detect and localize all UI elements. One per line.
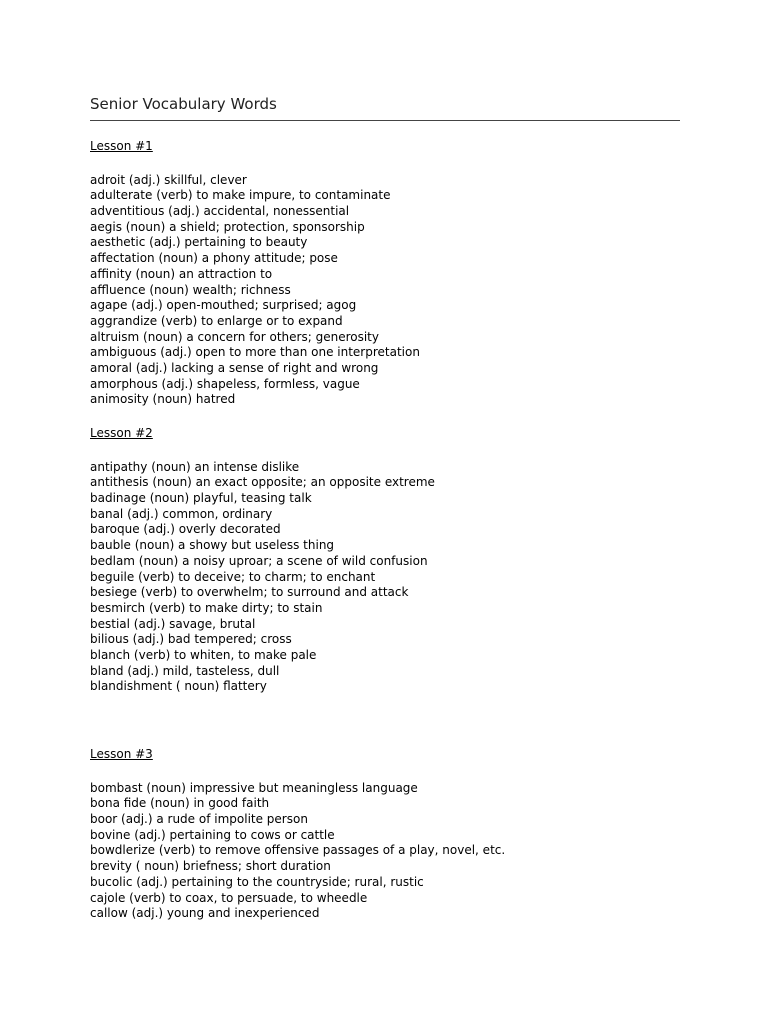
document-title: Senior Vocabulary Words <box>90 95 277 113</box>
vocabulary-entry: bilious (adj.) bad tempered; cross <box>90 632 292 647</box>
vocabulary-entry: affinity (noun) an attraction to <box>90 266 273 281</box>
vocabulary-entry: bland (adj.) mild, tasteless, dull <box>90 663 280 678</box>
vocabulary-entry: bowdlerize (verb) to remove offensive passages of a play, novel, etc. <box>90 843 506 858</box>
vocabulary-entry: beguile (verb) to deceive; to charm; to enchant <box>90 569 376 584</box>
vocabulary-entry: affectation (noun) a phony attitude; pose <box>90 251 338 266</box>
vocabulary-entry: bona fide (noun) in good faith <box>90 796 270 811</box>
vocabulary-entry: aegis (noun) a shield; protection, sponsorship <box>90 219 365 234</box>
vocabulary-entry: adulterate (verb) to make impure, to contaminate <box>90 188 391 203</box>
lesson-2-heading: Lesson #2 <box>90 426 153 440</box>
lesson-3-heading: Lesson #3 <box>90 747 153 761</box>
lesson-2-section <box>90 426 690 695</box>
vocabulary-entry: boor (adj.) a rude of impolite person <box>90 812 308 827</box>
vocabulary-entry: besiege (verb) to overwhelm; to surround and attack <box>90 585 409 600</box>
vocabulary-entry: amorphous (adj.) shapeless, formless, vague <box>90 376 360 391</box>
vocabulary-entry: animosity (noun) hatred <box>90 392 236 407</box>
vocabulary-entry: blandishment ( noun) flattery <box>90 679 267 694</box>
vocabulary-entry: callow (adj.) young and inexperienced <box>90 906 320 921</box>
vocabulary-entry: bedlam (noun) a noisy uproar; a scene of wild confusion <box>90 553 428 568</box>
vocabulary-entry: aggrandize (verb) to enlarge or to expand <box>90 313 343 328</box>
vocabulary-entry: cajole (verb) to coax, to persuade, to wheedle <box>90 890 368 905</box>
vocabulary-entry: altruism (noun) a concern for others; generosity <box>90 329 379 344</box>
lesson-3-section <box>90 747 690 922</box>
vocabulary-entry: bovine (adj.) pertaining to cows or cattle <box>90 827 335 842</box>
vocabulary-entry: adroit (adj.) skillful, clever <box>90 172 247 187</box>
vocabulary-entry: ambiguous (adj.) open to more than one interpretation <box>90 345 420 360</box>
title-divider <box>90 120 680 121</box>
lesson-1-section <box>90 139 690 408</box>
vocabulary-entry: bestial (adj.) savage, brutal <box>90 616 256 631</box>
vocabulary-entry: bucolic (adj.) pertaining to the countryside; rural, rustic <box>90 874 424 889</box>
vocabulary-entry: brevity ( noun) briefness; short duration <box>90 859 331 874</box>
vocabulary-entry: adventitious (adj.) accidental, nonessential <box>90 204 350 219</box>
vocabulary-entry: besmirch (verb) to make dirty; to stain <box>90 600 323 615</box>
vocabulary-entry: banal (adj.) common, ordinary <box>90 506 273 521</box>
vocabulary-entry: bauble (noun) a showy but useless thing <box>90 538 335 553</box>
vocabulary-entry: amoral (adj.) lacking a sense of right and wrong <box>90 360 379 375</box>
lesson-2-word-list <box>90 460 690 695</box>
vocabulary-entry: baroque (adj.) overly decorated <box>90 522 281 537</box>
lesson-1-word-list <box>90 173 690 408</box>
vocabulary-entry: agape (adj.) open-mouthed; surprised; agog <box>90 298 357 313</box>
vocabulary-entry: bombast (noun) impressive but meaningless language <box>90 780 418 795</box>
vocabulary-entry: antithesis (noun) an exact opposite; an opposite extreme <box>90 475 435 490</box>
vocabulary-entry: blanch (verb) to whiten, to make pale <box>90 647 317 662</box>
vocabulary-entry: aesthetic (adj.) pertaining to beauty <box>90 235 308 250</box>
vocabulary-entry: badinage (noun) playful, teasing talk <box>90 491 312 506</box>
vocabulary-entry: antipathy (noun) an intense dislike <box>90 459 300 474</box>
lesson-1-heading: Lesson #1 <box>90 139 153 153</box>
vocabulary-entry: affluence (noun) wealth; richness <box>90 282 291 297</box>
lesson-3-word-list <box>90 781 690 922</box>
